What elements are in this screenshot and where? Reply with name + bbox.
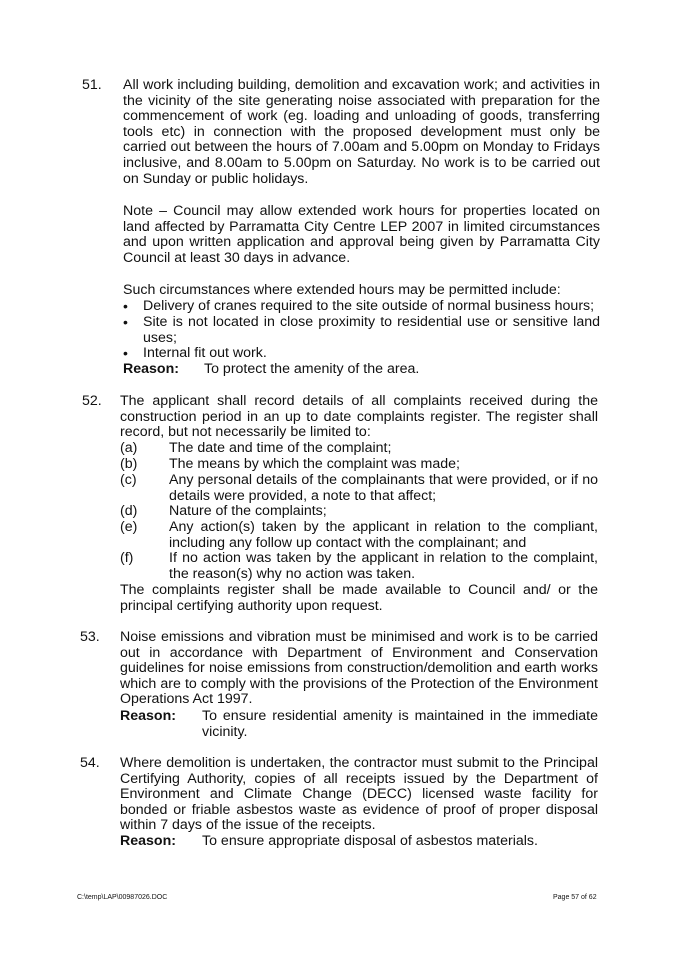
reason-label: Reason: — [123, 361, 179, 377]
footer-page-number: Page 57 of 62 — [553, 894, 597, 901]
condition-number: 54. — [80, 755, 100, 771]
item-text: Any action(s) taken by the applicant in relation to the compliant, including any follow up contact with the complainant; and — [169, 519, 598, 551]
condition-text: All work including building, demolition and excavation work; and activities in the vicinity of the site generating noise associated with preparation for the commencement of work (eg. loading and unloading of goods, transferring tools etc) in connection with the proposed development must only be carried out between the hours of 7.00am and 5.00pm on Monday to Fridays inclusive, and 8.00am to 5.00pm on Saturday. No work is to be carried out on Sunday or public holidays. — [123, 77, 600, 187]
item-text: Nature of the complaints; — [169, 503, 327, 519]
condition-closing: The complaints register shall be made available to Council and/ or the principal certifying authority upon request. — [120, 582, 598, 614]
bullet-item: Site is not located in close proximity to residential use or sensitive land uses; — [143, 314, 600, 346]
item-text: If no action was taken by the applicant in relation to the complaint, the reason(s) why no action was taken. — [169, 550, 598, 582]
bullet-item: Delivery of cranes required to the site outside of normal business hours; — [143, 298, 595, 314]
item-label: (f) — [120, 550, 134, 566]
reason-label: Reason: — [120, 833, 176, 849]
item-label: (b) — [120, 456, 138, 472]
item-text: Any personal details of the complainants that were provided, or if no details were provided, a note to that affect; — [169, 472, 598, 504]
condition-number: 51. — [82, 77, 102, 93]
condition-number: 53. — [80, 629, 100, 645]
condition-note: Note – Council may allow extended work hours for properties located on land affected by Parramatta City Centre LEP 2007 in limited circumstances and upon written application and approval being given by Parramatta City Council at least 30 days in advance. — [123, 203, 600, 266]
condition-number: 52. — [82, 393, 102, 409]
item-label: (d) — [120, 503, 138, 519]
item-label: (a) — [120, 440, 138, 456]
item-label: (e) — [120, 519, 138, 535]
reason-text: To protect the amenity of the area. — [204, 361, 420, 377]
reason-label: Reason: — [120, 708, 176, 724]
reason-text: To ensure appropriate disposal of asbestos materials. — [202, 833, 538, 849]
condition-text: Noise emissions and vibration must be minimised and work is to be carried out in accordance with Department of Environment and Conservation guidelines for noise emissions from construction/demolition and earth works which are to comply with the provisions of the Protection of the Environment Operations Act 1997. — [120, 629, 598, 708]
reason-text: To ensure residential amenity is maintained in the immediate vicinity. — [202, 708, 598, 740]
condition-intro: Such circumstances where extended hours may be permitted include: — [123, 282, 561, 298]
bullet-icon: • — [123, 298, 128, 314]
bullet-icon: • — [123, 345, 128, 361]
item-text: The means by which the complaint was made; — [169, 456, 460, 472]
bullet-icon: • — [123, 314, 128, 330]
item-text: The date and time of the complaint; — [169, 440, 392, 456]
footer-file-path: C:\temp\LAP\00987026.DOC — [77, 894, 168, 901]
condition-text: Where demolition is undertaken, the contractor must submit to the Principal Certifying Authority, copies of all receipts issued by the Department of Environment and Climate Change (DECC) licensed waste facility for bonded or friable asbestos waste as evidence of proof of proper disposal within 7 days of the issue of the receipts. — [120, 755, 598, 834]
bullet-item: Internal fit out work. — [143, 345, 267, 361]
condition-text: The applicant shall record details of all complaints received during the construction period in an up to date complaints register. The register shall record, but not necessarily be limited to: — [120, 393, 598, 441]
item-label: (c) — [120, 472, 137, 488]
